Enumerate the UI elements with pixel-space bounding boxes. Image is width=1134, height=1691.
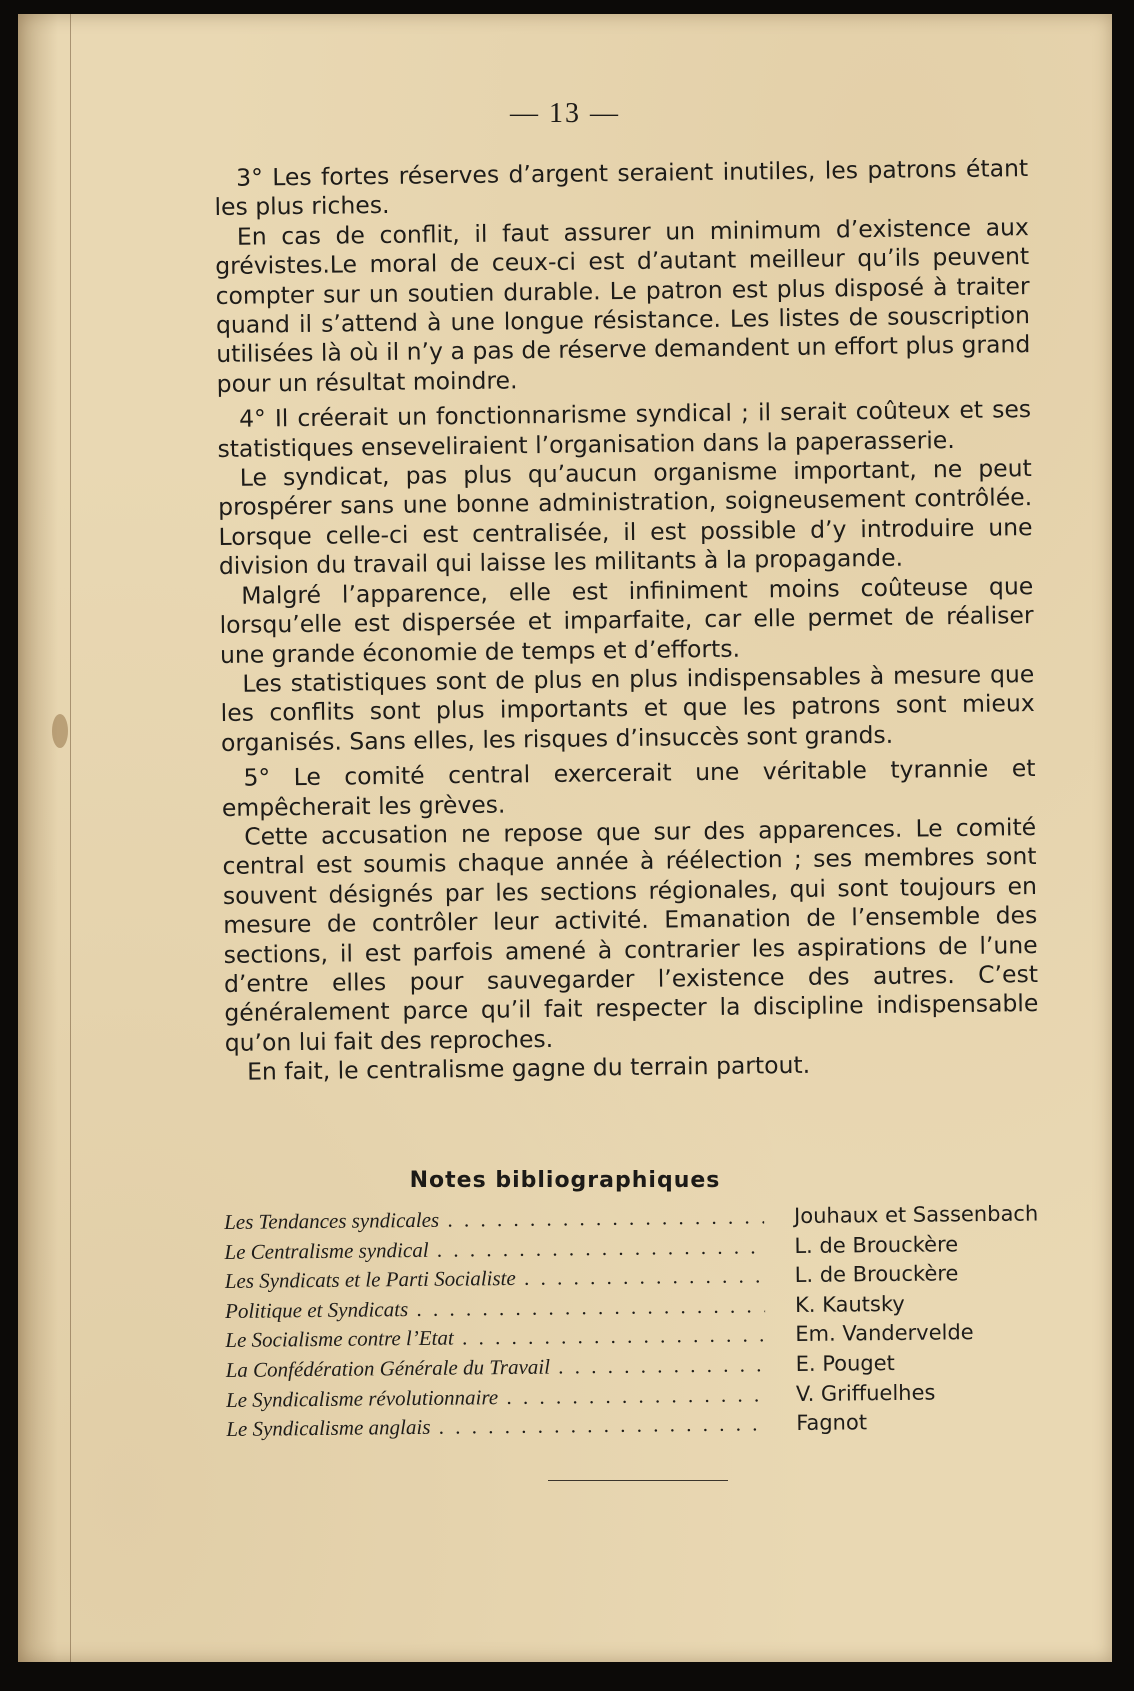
work-author: Em. Vandervelde — [795, 1320, 974, 1347]
body-text — [214, 154, 1039, 1087]
book-page — [18, 14, 1112, 1662]
work-title: Les Tendances syndicales . . . — [224, 1204, 764, 1235]
paragraph-point-3: 3° Les fortes réserves d’argent seraient inutiles, les patrons étant les plus riches. — [214, 154, 1029, 222]
binding-edge — [48, 14, 71, 1662]
paragraph-point-5: 5° Le comité central exercerait une véritable tyrannie et empêcherait les grèves. — [221, 754, 1036, 822]
paragraph: Malgré l’apparence, elle est infiniment moins coûteuse que lorsqu’elle est dispersée et imparfaite, car elle permet de réaliser une grande économie de temps et d’efforts. — [219, 571, 1034, 669]
work-author: Jouhaux et Sassenbach — [793, 1201, 1039, 1229]
work-title: Le Centralisme syndical . . . — [224, 1234, 764, 1265]
paragraph: En cas de conflit, il faut assurer un minimum d’existence aux grévistes.Le moral de ceux-ci est d’autant meilleur qu’ils peuvent compter sur un soutien durable. Le patron est plus disposé à traiter quand il s’attend à une longue résistance. Les listes de souscription utilisées là où il n’y a pas de réserve demandent un effort plus grand pour un résultat moindre. — [215, 212, 1031, 398]
paragraph-point-4: 4° Il créerait un fonctionnarisme syndical ; il serait coûteux et ses statistiques enseveliraient l’organisation dans la paperasserie. — [217, 395, 1032, 463]
notes-heading: Notes bibliographiques — [409, 1168, 721, 1193]
work-author: E. Pouget — [795, 1350, 895, 1376]
work-title: Le Syndicalisme révolutionnaire . . . — [226, 1382, 766, 1413]
work-author: V. Griffuelhes — [795, 1380, 936, 1406]
paragraph: En fait, le centralisme gagne du terrain partout. — [246, 1050, 811, 1086]
paragraph: Les statistiques sont de plus en plus indispensables à mesure que les conflits sont plus importants et que les patrons sont mieux organisés. Sans elles, les risques d’insuccès sont grands. — [220, 659, 1035, 757]
work-title: Le Socialisme contre l’Etat . . . — [225, 1323, 765, 1354]
work-title: Les Syndicats et le Parti Socialiste . . . — [225, 1264, 765, 1295]
work-title: Le Syndicalisme anglais . . . — [226, 1411, 766, 1442]
work-author: L. de Brouckère — [794, 1261, 959, 1288]
paragraph: Le syndicat, pas plus qu’aucun organisme important, ne peut prospérer sans une bonne administration, soigneusement contrôlée. Lorsque celle-ci est centralisée, il est possible d’y introduire une division du travail qui laisse les militants à la propagande. — [218, 454, 1033, 581]
work-author: K. Kautsky — [794, 1291, 905, 1317]
page-number: — 13 — — [510, 98, 620, 129]
bibliography-list — [224, 1201, 1046, 1446]
work-title: Politique et Syndicats . . . — [225, 1293, 765, 1324]
paragraph: Cette accusation ne repose que sur des apparences. Le comité central est soumis chaque année à réélection ; ses membres sont souvent désignés par les sections régionales, qui sont toujours en mesure de contrôler leur activité. Emanation de l’ensemble des sections, il est parfois amené à contrarier les aspirations de l’une d’entre elles pour sauvegarder l’existence des autres. C’est généralement parce qu’il fait respecter la discipline indispensable qu’on lui fait des reproches. — [222, 812, 1039, 1057]
work-author: Fagnot — [796, 1410, 868, 1436]
work-author: L. de Brouckère — [794, 1231, 959, 1258]
paper-stain — [52, 714, 68, 748]
closing-rule — [548, 1480, 728, 1481]
work-title: La Confédération Générale du Travail . . . — [226, 1352, 766, 1383]
